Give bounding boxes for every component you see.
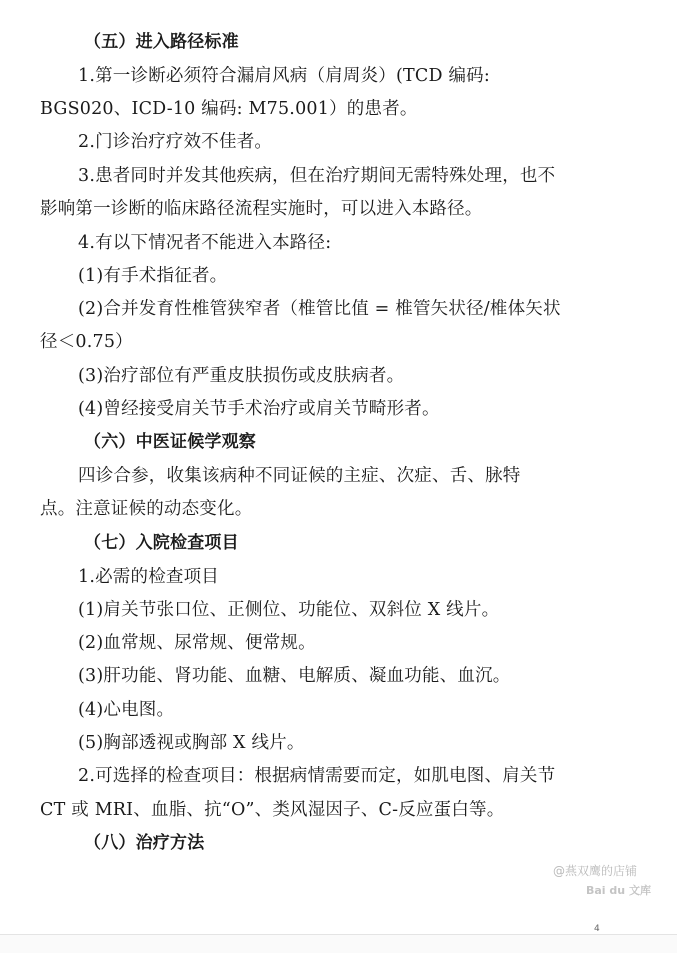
paragraph-line: 1.必需的检查项目 (78, 567, 219, 587)
baidu-wenku-logo (586, 882, 651, 898)
paragraph-line: (3)治疗部位有严重皮肤损伤或皮肤病者。 (78, 366, 405, 386)
paragraph-line: 2.可选择的检查项目：根据病情需要而定，如肌电图、肩关节 (78, 766, 556, 786)
paragraph-line: 1.第一诊断必须符合漏肩风病（肩周炎）(TCD 编码: (78, 66, 490, 86)
paragraph-line: 径＜0.75） (40, 332, 133, 352)
paragraph-line: 四诊合参，收集该病种不同证候的主症、次症、舌、脉特 (78, 466, 521, 486)
paragraph-line: (1)肩关节张口位、正侧位、功能位、双斜位 X 线片。 (78, 600, 500, 620)
paragraph-line: 2.门诊治疗疗效不佳者。 (78, 132, 273, 152)
baidu-wenku-logo-text: Bai du 文库 (586, 884, 651, 897)
paragraph-line: 影响第一诊断的临床路径流程实施时，可以进入本路径。 (40, 199, 483, 219)
paragraph-line: (5)胸部透视或胸部 X 线片。 (78, 733, 305, 753)
shop-watermark: @燕双鹰的店铺 (553, 864, 638, 878)
paragraph-line: (1)有手术指征者。 (78, 266, 228, 286)
paragraph-line: (3)肝功能、肾功能、血糖、电解质、凝血功能、血沉。 (78, 666, 511, 686)
paragraph-line: (4)心电图。 (78, 700, 175, 720)
paragraph-line: (2)合并发育性椎管狭窄者（椎管比值 = 椎管矢状径/椎体矢状 (78, 299, 561, 319)
paragraph-line: 3.患者同时并发其他疾病，但在治疗期间无需特殊处理，也不 (78, 166, 556, 186)
next-page-gap (0, 935, 677, 953)
section-heading-5: （五）进入路径标准 (84, 32, 239, 52)
paragraph-line: BGS020、ICD-10 编码: M75.001）的患者。 (40, 99, 418, 119)
paragraph-line: (4)曾经接受肩关节手术治疗或肩关节畸形者。 (78, 399, 440, 419)
section-heading-8: （八）治疗方法 (84, 833, 205, 853)
paragraph-line: CT 或 MRI、血脂、抗“O”、类风湿因子、C-反应蛋白等。 (40, 800, 505, 820)
paragraph-line: 4.有以下情况者不能进入本路径: (78, 233, 332, 253)
section-heading-7: （七）入院检查项目 (84, 533, 239, 553)
section-heading-6: （六）中医证候学观察 (84, 432, 256, 452)
paragraph-line: (2)血常规、尿常规、便常规。 (78, 633, 316, 653)
page-number: 4 (594, 924, 600, 934)
paragraph-line: 点。注意证候的动态变化。 (40, 499, 253, 519)
